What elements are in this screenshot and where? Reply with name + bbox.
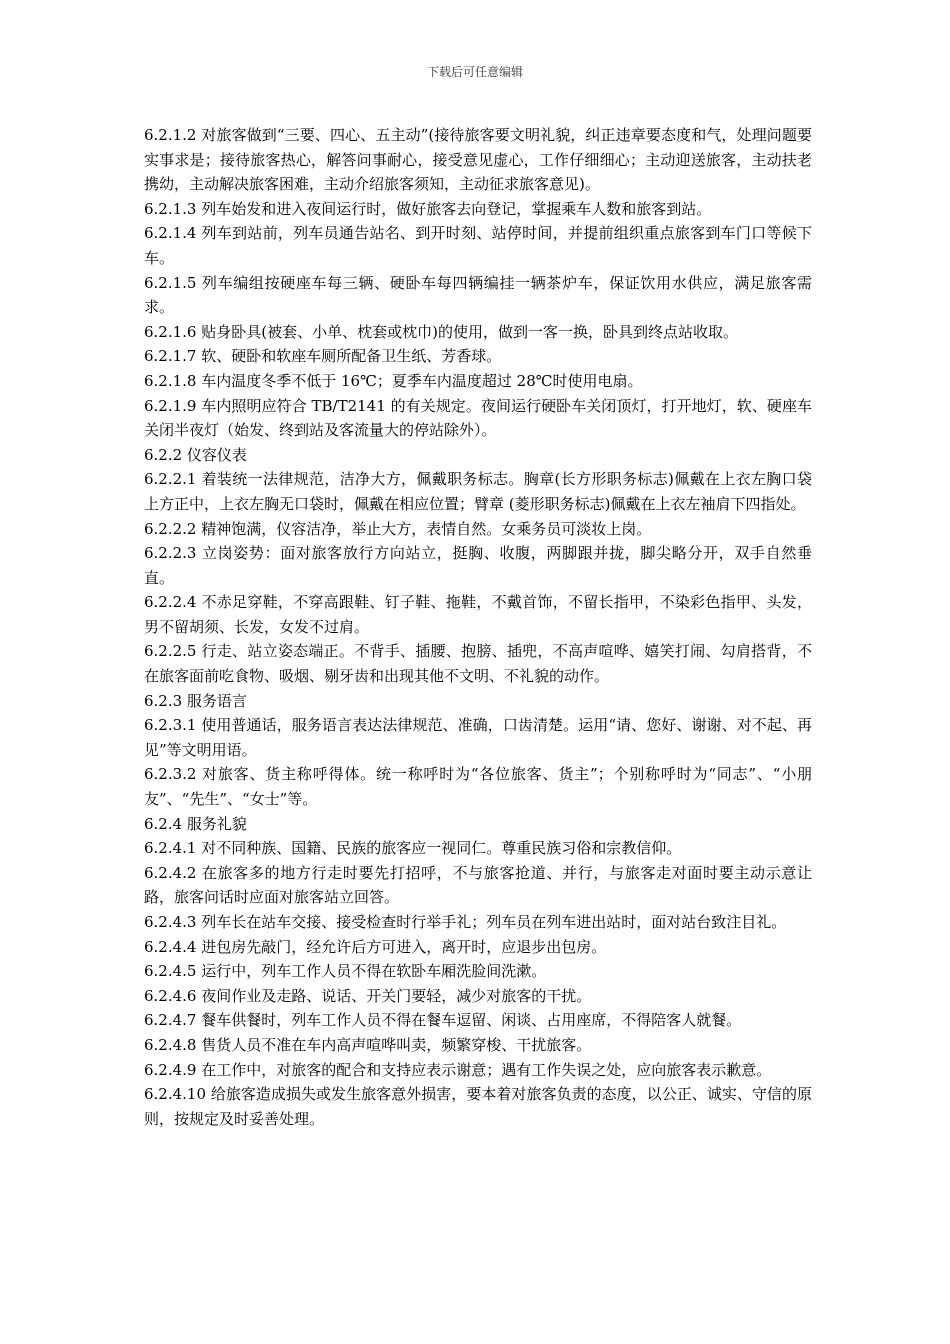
paragraph: 6.2.2.4 不赤足穿鞋，不穿高跟鞋、钉子鞋、拖鞋，不戴首饰，不留长指甲，不染彩色指甲、头发，男不留胡须、长发，女发不过肩。 (144, 593, 812, 636)
paragraph: 6.2.4.4 进包房先敲门，经允许后方可进入，离开时，应退步出包房。 (144, 937, 607, 956)
paragraph: 6.2.4 服务礼貌 (144, 814, 247, 833)
paragraph: 6.2.4.3 列车长在站车交接、接受检查时行举手礼；列车员在列车进出站时，面对站台致注目礼。 (144, 913, 787, 931)
paragraph: 6.2.1.5 列车编组按硬座车每三辆、硬卧车每四辆编挂一辆茶炉车，保证饮用水供应，满足旅客需求。 (144, 273, 812, 317)
paragraph: 6.2.1.7 软、硬卧和软座车厕所配备卫生纸、芳香球。 (144, 347, 502, 366)
paragraph: 6.2.4.1 对不同种族、国籍、民族的旅客应一视同仁。尊重民族习俗和宗教信仰。 (144, 839, 682, 858)
paragraph: 6.2.2.2 精神饱满，仪容洁净，举止大方，表情自然。女乘务员可淡妆上岗。 (144, 519, 652, 538)
paragraph: 6.2.4.10 给旅客造成损失或发生旅客意外损害，要本着对旅客负责的态度，以公正、诚实、守信的原则，按规定及时妥善处理。 (144, 1085, 812, 1128)
paragraph: 6.2.2.3 立岗姿势：面对旅客放行方向站立，挺胸、收腹，两脚跟并拢，脚尖略分开，双手自然垂直。 (144, 544, 812, 587)
paragraph: 6.2.3 服务语言 (144, 691, 247, 710)
paragraph: 6.2.1.6 贴身卧具(被套、小单、枕套或枕巾)的使用，做到一客一换，卧具到终点站收取。 (144, 322, 738, 341)
paragraph: 6.2.1.3 列车始发和进入夜间运行时，做好旅客去向登记，掌握乘车人数和旅客到站。 (144, 199, 712, 218)
paragraph: 6.2.1.9 车内照明应符合 TB/T2141 的有关规定。夜间运行硬卧车关闭顶灯，打开地灯，软、硬座车关闭半夜灯（始发、终到站及客流量大的停站除外）。 (144, 396, 812, 440)
paragraph: 6.2.3.1 使用普通话，服务语言表达法律规范、准确，口齿清楚。运用“请、您好、谢谢、对不起、再见”等文明用语。 (144, 716, 812, 759)
paragraph: 6.2.2.1 着装统一法律规范，洁净大方，佩戴职务标志。胸章(长方形职务标志)佩戴在上衣左胸口袋上方正中，上衣左胸无口袋时，佩戴在相应位置；臂章 (菱形职务标志)佩戴在上衣左袖肩下四指处。 (144, 470, 812, 513)
paragraph: 6.2.4.7 餐车供餐时，列车工作人员不得在餐车逗留、闲谈、占用座席，不得陪客人就餐。 (144, 1011, 742, 1030)
paragraph: 6.2.1.4 列车到站前，列车员通告站名、到开时刻、站停时间，并提前组织重点旅客到车门口等候下车。 (144, 224, 812, 267)
paragraph: 6.2.1.8 车内温度冬季不低于 16℃；夏季车内温度超过 28℃时使用电扇。 (144, 371, 643, 390)
paragraph: 6.2.2.5 行走、站立姿态端正。不背手、插腰、抱膀、插兜，不高声喧哗、嬉笑打闹、勾肩搭背，不在旅客面前吃食物、吸烟、剔牙齿和出现其他不文明、不礼貌的动作。 (144, 642, 812, 686)
page-header: 下载后可任意编辑 (426, 65, 523, 79)
paragraph: 6.2.4.8 售货人员不准在车内高声喧哗叫卖，频繁穿梭、干扰旅客。 (144, 1035, 592, 1054)
paragraph: 6.2.2 仪容仪表 (144, 445, 247, 464)
paragraph: 6.2.3.2 对旅客、货主称呼得体。统一称呼时为“各位旅客、货主”；个别称呼时为“同志”、“小朋友”、“先生”、“女士”等。 (144, 765, 812, 809)
paragraph: 6.2.4.9 在工作中，对旅客的配合和支持应表示谢意；遇有工作失误之处，应向旅客表示歉意。 (144, 1060, 772, 1079)
paragraph: 6.2.4.6 夜间作业及走路、说话、开关门要轻，减少对旅客的干扰。 (144, 986, 592, 1005)
paragraph: 6.2.4.5 运行中，列车工作人员不得在软卧车厢洗脸间洗漱。 (144, 962, 547, 981)
paragraph: 6.2.1.2 对旅客做到“三要、四心、五主动”(接待旅客要文明礼貌，纠正违章要态度和气，处理问题要实事求是；接待旅客热心，解答问事耐心，接受意见虚心，工作仔细细心；主动迎送旅客，主动扶老携幼，主动解决旅客困难，主动介绍旅客须知，主动征求旅客意见)。 (144, 126, 812, 194)
paragraph: 6.2.4.2 在旅客多的地方行走时要先打招呼，不与旅客抢道、并行，与旅客走对面时要主动示意让路，旅客问话时应面对旅客站立回答。 (144, 863, 812, 907)
document-body (144, 123, 812, 1131)
